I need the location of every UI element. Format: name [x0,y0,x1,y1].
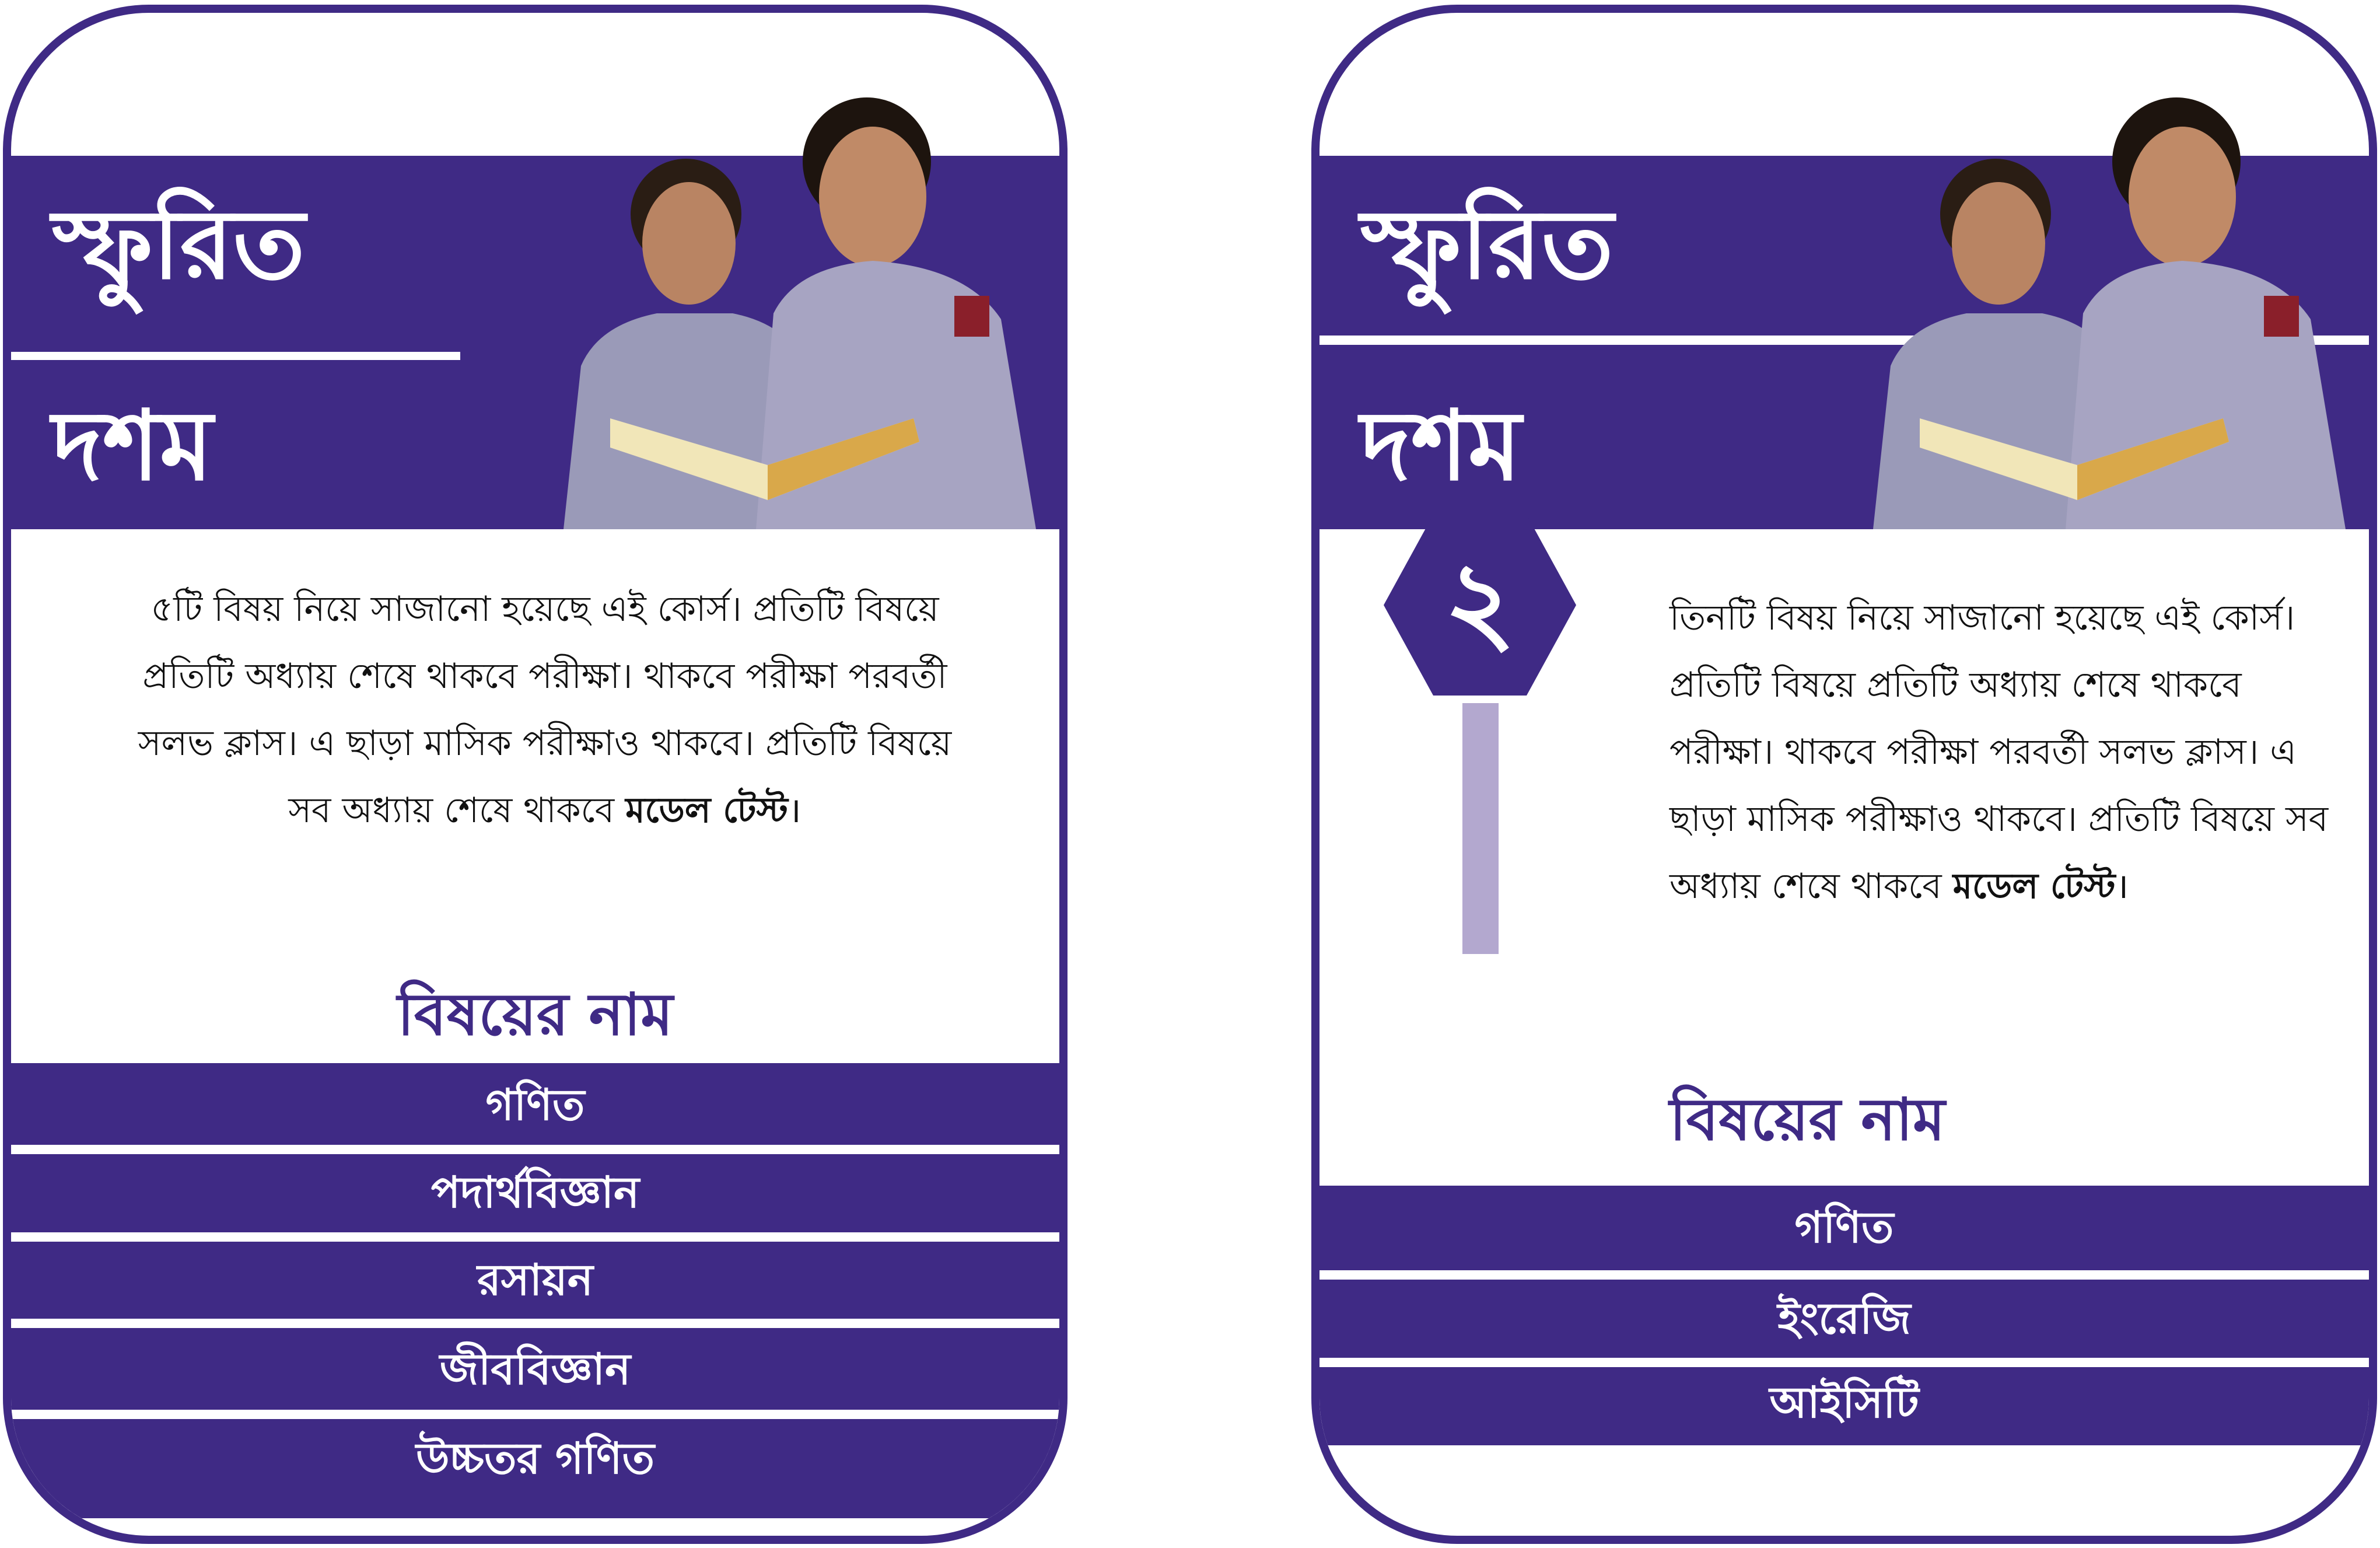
description-end: । [788,790,802,831]
student-face [819,127,926,267]
subject-item: আইসিটি [1769,1378,1919,1428]
student-face [2129,127,2236,267]
model-test-text: মডেল টেস্ট [1952,866,2116,907]
subject-item: রসায়ন [477,1255,593,1305]
student-uniform [2066,261,2346,529]
subject-item: গণিত [485,1080,585,1130]
subjects-title: বিষয়ের নাম [397,980,673,1049]
student-face [1952,182,2045,305]
course-title-line1: স্ফুরিত [1360,188,1614,300]
student-face [642,182,736,305]
course-description [128,576,962,844]
subjects-band [11,1063,1059,1518]
badge-number: ২ [1444,537,1516,666]
course-number-badge [1384,515,1576,696]
card-header [11,156,1059,529]
subjects-band [1320,1186,2369,1445]
description-text: ৫টি বিষয় নিয়ে সাজানো হয়েছে এই কোর্স। প্রতিটি বিষয়ে প্রতিটি অধ্যায় শেষে থাকবে পরীক্ষা। থাকবে পরীক্ষা পরবর্তী সলভ ক্লাস। এ ছাড়া মাসিক পরীক্ষাও থাকবে। প্রতিটি বিষয়ে সব অধ্যায় শেষে থাকবে [138,589,952,831]
description-text: তিনটি বিষয় নিয়ে সাজানো হয়েছে এই কোর্স। প্রতিটি বিষয়ে প্রতিটি অধ্যায় শেষে থাকবে পরীক্ষা। থাকবে পরীক্ষা পরবর্তী সলভ ক্লাস। এ ছাড়া মাসিক পরীক্ষাও থাকবে। প্রতিটি বিষয়ে সব অধ্যায় শেষে থাকবে [1670,597,2329,907]
course-title-line1: স্ফুরিত [52,188,306,300]
badge-stem [1462,703,1499,954]
course-title-line2: দশম [52,390,213,502]
description-end: । [2115,866,2129,907]
course-card-2 [1311,5,2377,1544]
shoulder-badge [954,296,989,337]
subject-item: গণিত [1794,1203,1894,1253]
students-photo [1774,92,2357,529]
card-header [1320,156,2369,529]
course-card-1 [3,5,1068,1544]
student-uniform [756,261,1036,529]
students-photo [464,92,1048,529]
subject-item: উচ্চতর গণিত [416,1434,654,1484]
subject-item: ইংরেজি [1777,1294,1911,1344]
shoulder-badge [2264,296,2299,337]
title-divider [11,352,460,360]
subject-item: পদার্থবিজ্ঞান [430,1168,640,1218]
model-test-text: মডেল টেস্ট [625,790,788,831]
subject-item: জীববিজ্ঞান [439,1344,631,1395]
subjects-title: বিষয়ের নাম [1670,1085,1945,1154]
course-description [1670,585,2346,920]
course-title-line2: দশম [1360,390,1521,502]
